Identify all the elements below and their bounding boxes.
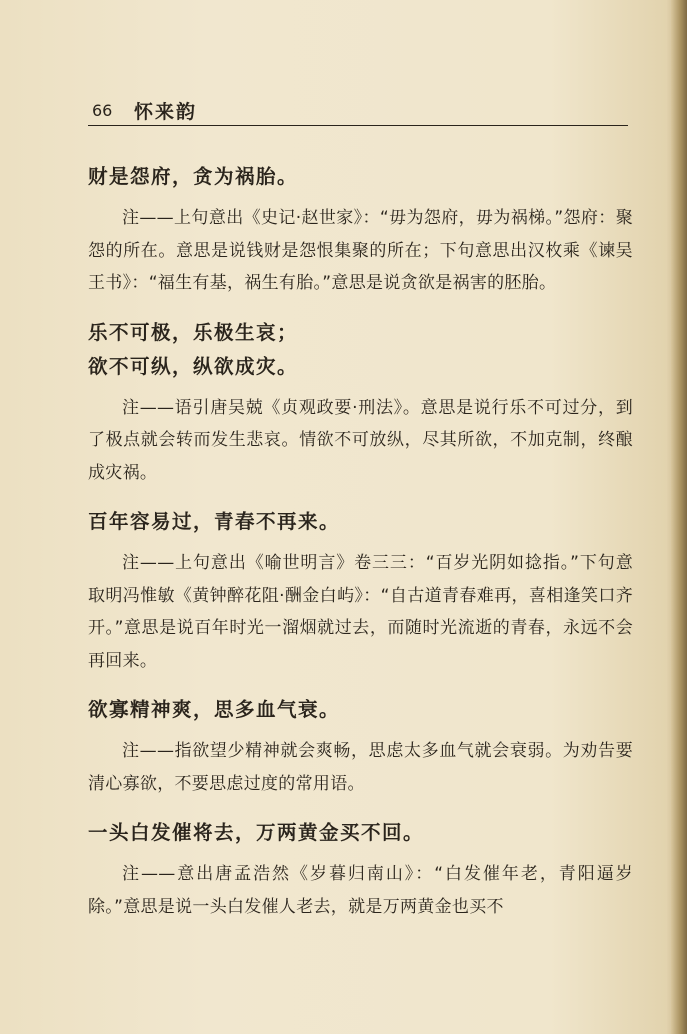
proverb-line: 百年容易过，青春不再来。 (88, 510, 341, 533)
annotation: 注——指欲望少精神就会爽畅，思虑太多血气就会衰弱。为劝告要清心寡欲，不要思虑过度的常用语。 (88, 741, 633, 794)
entry (88, 316, 633, 490)
annotation: 注——上句意出《喻世明言》卷三三：“百岁光阴如捻指。”下句意取明冯惟敏《黄钟醉花阻·酬金白屿》：“自古道青春难再，喜相逢笑口齐开。”意思是说百年时光一溜烟就过去，而随时光流逝的青春，永远不会再回来。 (88, 553, 633, 671)
proverb-line: 乐不可极，乐极生哀； (88, 320, 299, 344)
proverb-line: 欲寡精神爽，思多血气衰。 (88, 698, 341, 721)
annotation: 注——上句意出《史记·赵世家》：“毋为怨府，毋为祸梯。”怨府：聚怨的所在。意思是说钱财是怨恨集聚的所在；下句意思出汉枚乘《谏吴王书》：“福生有基，祸生有胎。”意思是说贪欲是祸害的胚胎。 (88, 208, 633, 293)
entry (88, 160, 633, 300)
annotation: 注——意出唐孟浩然《岁暮归南山》：“白发催年老，青阳逼岁除。”意思是说一头白发催人老去，就是万两黄金也买不 (88, 864, 633, 917)
page-body (88, 160, 633, 933)
page-number: 66 (92, 101, 113, 120)
header-rule (88, 125, 628, 126)
running-title: 怀来韵 (134, 101, 198, 123)
annotation: 注——语引唐吴兢《贞观政要·刑法》。意思是说行乐不可过分，到了极点就会转而发生悲哀。情欲不可放纵，尽其所欲，不加克制，终酿成灾祸。 (88, 397, 633, 483)
proverb-line: 财是怨府，贪为祸胎。 (88, 165, 299, 188)
proverb-line: 一头白发催将去，万两黄金买不回。 (88, 821, 425, 844)
book-spine-shadow (671, 0, 687, 1034)
page-header (88, 97, 628, 125)
proverb-line: 欲不可纵，纵欲成灾。 (88, 354, 299, 378)
entry (88, 816, 633, 923)
entry (88, 693, 633, 800)
entry (88, 505, 633, 677)
